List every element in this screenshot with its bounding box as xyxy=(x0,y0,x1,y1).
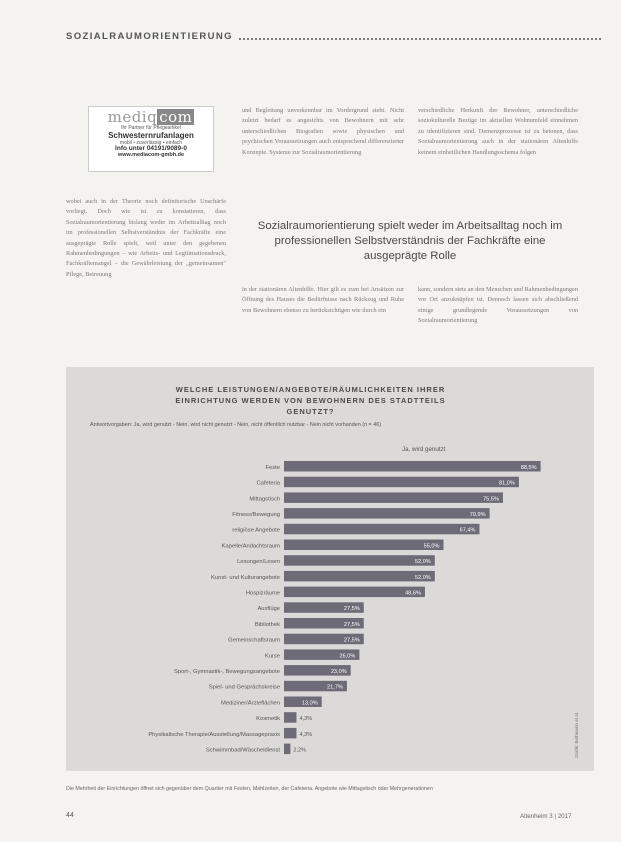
bar xyxy=(284,728,296,739)
chart-answer-legend: Antwortvorgaben: Ja, wird genutzt - Nein, wird nicht genutzt - Nein, nicht öffentlich nutzbar - Nein nicht vorhanden (n = 46) xyxy=(90,422,381,428)
category-label: Fitness/Bewegung xyxy=(232,511,280,518)
section-title: SOZIALRAUMORIENTIERUNG xyxy=(66,30,233,42)
category-label: Kosmetik xyxy=(256,716,280,723)
category-label: Ausflüge xyxy=(257,606,280,613)
page-number: 44 xyxy=(66,812,74,819)
value-label: 4,3% xyxy=(299,716,313,723)
value-label: 81,0% xyxy=(499,480,515,487)
ad-phone: Info unter 04191/9089-0 xyxy=(115,145,187,152)
pull-quote: Sozialraumorientierung spielt weder im Arbeitsalltag noch im professionellen Selbstverständnis der Fachkräfte eine ausgeprägte Rolle xyxy=(257,220,563,263)
value-label: 13,0% xyxy=(301,700,318,707)
bar xyxy=(284,712,296,723)
bar xyxy=(284,492,503,503)
category-label: Feste xyxy=(265,464,280,471)
category-label: religiöse Angebote xyxy=(232,527,280,534)
bar xyxy=(284,524,479,535)
category-label: Kapelle/Andachtsraum xyxy=(221,543,280,550)
value-label: 23,0% xyxy=(330,668,347,675)
value-label: 21,7% xyxy=(327,684,343,691)
chart-caption: Die Mehrheit der Einrichtungen öffnet sich gegenüber dem Quartier mit Festen, Mahlzeiten, der Cafeteria. Angebote wie Mittagstisch oder Mehrgenerationen xyxy=(66,786,433,792)
bar xyxy=(284,508,490,518)
category-label: Mittagstisch xyxy=(249,496,280,503)
value-label: 52,0% xyxy=(414,574,431,581)
body-text-column-3: verschiedliche Herkunft der Bewohner, unterschiedliche soziokulturelle Bezüge im aktuellen Wohnumfeld einnehmen zu identifizieren sind. Demenzprozesse ist zu betonen, dass Sozialraumorientierung auch in der stationären Altenhilfe keinem einheitlichen Handlungsschema folgen xyxy=(418,107,578,156)
ad-subtitle: mobil • zuverlässig • einfach xyxy=(119,140,183,146)
value-label: 75,5% xyxy=(483,496,499,503)
body-text-column-1: wobei auch in der Theorie noch definitorische Unschärfe vorliegt. Doch wie ist zu konstatieren, dass Sozialraumorientierung bislang weder im Arbeitsalltag noch im professionellen Selbstverständnis der Fachkräfte eine ausgeprägte Rolle spielt, weil unter den gegebenen Rahmenbedingungen – wie Arbeits- und Legitimationsdruck, Fachkräftemangel – die Gewährleistung der „gemeinsamen" Pflege, Betreuung xyxy=(66,198,226,278)
category-label: Spiel- und Gesprächskreise xyxy=(208,684,280,691)
value-label: 27,5% xyxy=(343,606,360,613)
value-label: 52,0% xyxy=(414,559,431,566)
ad-logo-right: com xyxy=(159,108,193,126)
bar xyxy=(284,540,444,551)
bar xyxy=(284,571,435,582)
value-label: 67,4% xyxy=(459,527,476,534)
bar xyxy=(284,461,541,472)
category-label: Mediziner/Ärzteflächen xyxy=(221,700,280,707)
category-label: Bibliothek xyxy=(254,621,280,628)
category-label: Sport-, Gymnastik-, Bewegungsangebote xyxy=(173,668,280,675)
bar xyxy=(284,744,290,755)
category-label: Hospizräume xyxy=(245,590,280,597)
category-label: Kunst- und Kulturangebote xyxy=(211,574,280,581)
chart-series-label: Ja, wird genutzt xyxy=(402,446,446,453)
value-label: 4,3% xyxy=(299,731,313,738)
value-label: 55,0% xyxy=(423,543,440,550)
category-label: Gemeinschaftsraum xyxy=(228,637,280,644)
issue-label: Altenheim 3 | 2017 xyxy=(520,813,572,820)
value-label: 88,5% xyxy=(520,464,537,471)
chart-credit: Grafik: Bethmann et al. xyxy=(574,711,579,758)
value-label: 27,5% xyxy=(343,621,360,628)
ad-title: Schwesternrufanlagen xyxy=(108,131,194,140)
value-label: 48,6% xyxy=(405,590,421,597)
category-label: Physikalische Therapie/Ausstellung/Massagepraxis xyxy=(148,731,280,738)
ad-website[interactable]: www.mediacom-gmbh.de xyxy=(117,152,185,158)
category-label: Schwimmbad/Wäscheldienst xyxy=(205,747,280,754)
category-label: Cafeteria xyxy=(256,480,280,487)
category-label: Kurse xyxy=(264,653,280,660)
value-label: 27,5% xyxy=(343,637,360,644)
value-label: 26,0% xyxy=(339,653,356,660)
value-label: 70,9% xyxy=(469,511,486,518)
ad-logo-left: mediq xyxy=(107,108,158,126)
bar xyxy=(284,477,519,488)
body-text-column-2: und Begleitung unverkennbar im Vordergrund steht. Nicht zuletzt bedarf es angesichts von Bewohnern mit sehr unterschiedlichen Biografien sowie physischen und psychischen Voraussetzungen auch entsprechend differenzierter Konzepte. Systeme zur Sozialraumorientierung xyxy=(242,107,404,156)
bar xyxy=(284,555,435,566)
value-label: 2,2% xyxy=(293,747,307,754)
ad-tagline: Ihr Partner für Pflegeartikel xyxy=(121,125,181,131)
body-text-column-4: in der stationären Altenhilfe. Hier gilt es zum bei Ansätzen zur Öffnung des Hauses die Bedürfnisse nach Rückzug und Ruhe von Bewohnern ebenso zu berücksichtigen wie durch ein xyxy=(242,286,404,314)
category-label: Lesungen/Lesen xyxy=(237,559,280,566)
body-text-column-5: kann, sondern stets an den Menschen und Rahmenbedingungen vor Ort anzuknüpfen ist. Dennoch lassen sich abschließend einige grundlegende Voraussetzungen von Sozialraumorientierung xyxy=(418,286,578,325)
chart-title: WELCHE LEISTUNGEN/ANGEBOTE/RÄUMLICHKEITEN IHRER EINRICHTUNG WERDEN VON BEWOHNERN DES STADTTEILS GENUTZT? xyxy=(175,385,446,416)
bar xyxy=(284,587,425,598)
